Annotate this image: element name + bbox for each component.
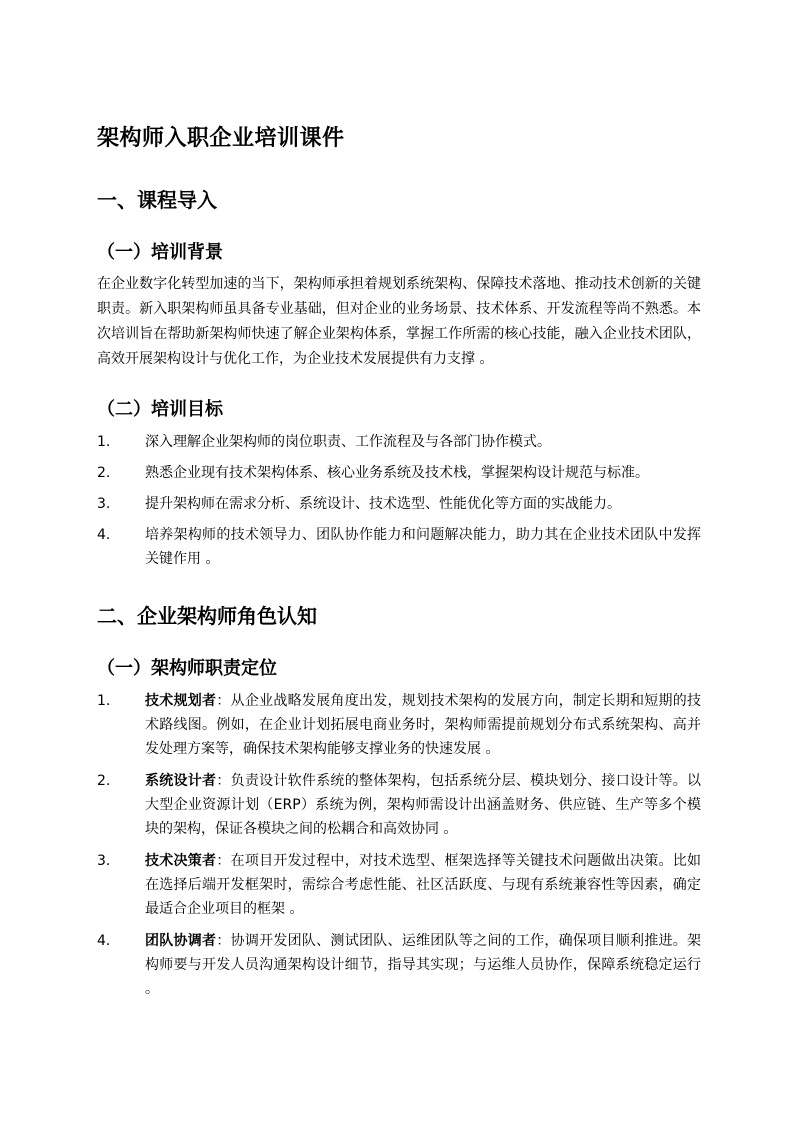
section-heading-course-intro: 一、课程导入 <box>97 188 217 212</box>
list-item-text: ：负责设计软件系统的整体架构，包括系统分层、模块划分、接口设计等。以大型企业资源计划（ERP）系统为例，架构师需设计出涵盖财务、供应链、生产等多个模块的架构，保证各模块之间的松耦合和高效协同 。 <box>145 773 702 837</box>
list-item <box>97 523 701 571</box>
list-item-text: ：在项目开发过程中，对技术选型、框架选择等关键技术问题做出决策。比如在选择后端开发框架时，需综合考虑性能、社区活跃度、与现有系统兼容性等因素，确定最适合企业项目的框架 。 <box>145 853 702 917</box>
subsection-heading-training-goals: （二）培训目标 <box>97 399 223 420</box>
list-item <box>97 929 701 1001</box>
document-title: 架构师入职企业培训课件 <box>97 126 345 151</box>
list-item-number: 3. <box>97 496 111 512</box>
list-item-number: 2. <box>97 465 111 481</box>
list-item <box>97 689 701 761</box>
list-item-text: ：从企业战略发展角度出发，规划技术架构的发展方向，制定长期和短期的技术路线图。例如，在企业计划拓展电商业务时，架构师需提前规划分布式系统架构、高并发处理方案等，确保技术架构能够支撑业务的快速发展 。 <box>145 693 702 757</box>
list-item-text: 熟悉企业现有技术架构体系、核心业务系统及技术栈，掌握架构设计规范与标准。 <box>145 465 649 481</box>
list-item <box>97 430 701 454</box>
list-item-text: 提升架构师在需求分析、系统设计、技术选型、性能优化等方面的实战能力。 <box>145 496 621 512</box>
list-item <box>97 492 701 516</box>
architect-duties-list <box>97 689 701 1009</box>
list-item-number: 3. <box>97 853 111 869</box>
section-heading-architect-role: 二、企业架构师角色认知 <box>97 604 317 628</box>
list-item-number: 1. <box>97 434 111 450</box>
list-item-term: 技术决策者 <box>145 853 217 869</box>
list-item-term: 技术规划者 <box>145 693 217 709</box>
training-background-paragraph: 在企业数字化转型加速的当下，架构师承担着规划系统架构、保障技术落地、推动技术创新的关键职责。新入职架构师虽具备专业基础，但对企业的业务场景、技术体系、开发流程等尚不熟悉。本次培训旨在帮助新架构师快速了解企业架构体系，掌握工作所需的核心技能，融入企业技术团队，高效开展架构设计与优化工作，为企业技术发展提供有力支撑 。 <box>97 276 701 367</box>
list-item-number: 4. <box>97 527 111 543</box>
subsection-heading-training-background: （一）培训背景 <box>97 242 223 263</box>
list-item-term: 系统设计者 <box>145 773 217 789</box>
training-goals-list <box>97 430 701 578</box>
list-item <box>97 849 701 921</box>
list-item-number: 2. <box>97 773 111 789</box>
list-item <box>97 461 701 485</box>
list-item-text: 深入理解企业架构师的岗位职责、工作流程及与各部门协作模式。 <box>145 434 551 450</box>
list-item-text: ：协调开发团队、测试团队、运维团队等之间的工作，确保项目顺利推进。架构师要与开发人员沟通架构设计细节，指导其实现；与运维人员协作，保障系统稳定运行 。 <box>145 933 702 997</box>
list-item-term: 团队协调者 <box>145 933 217 949</box>
list-item-text: 培养架构师的技术领导力、团队协作能力和问题解决能力，助力其在企业技术团队中发挥关键作用 。 <box>145 527 701 567</box>
list-item-number: 1. <box>97 693 111 709</box>
list-item-number: 4. <box>97 933 111 949</box>
list-item <box>97 769 701 841</box>
subsection-heading-architect-duties: （一）架构师职责定位 <box>97 658 277 679</box>
